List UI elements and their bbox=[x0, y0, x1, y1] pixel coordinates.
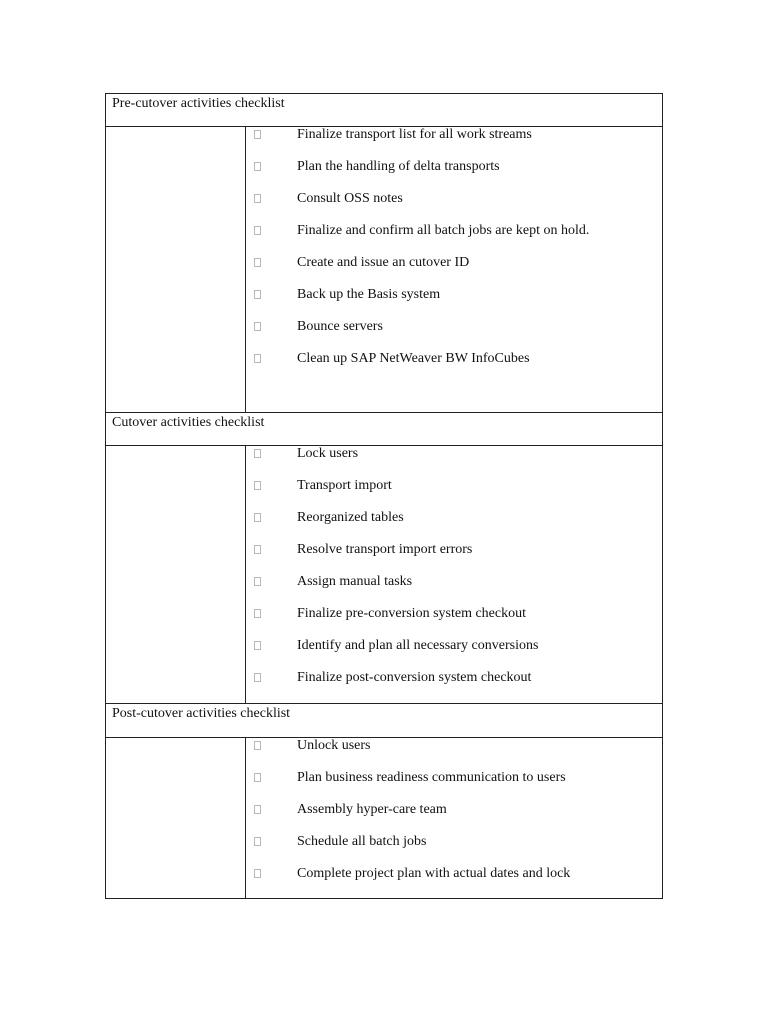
checkbox-icon[interactable] bbox=[254, 805, 261, 814]
checklist-item bbox=[246, 351, 662, 383]
checkbox-icon[interactable] bbox=[254, 741, 261, 750]
checklist-item bbox=[246, 478, 662, 510]
section-header-pre-cutover bbox=[106, 94, 663, 127]
checkbox-icon[interactable] bbox=[254, 162, 261, 171]
checkbox-icon[interactable] bbox=[254, 290, 261, 299]
checkbox-icon[interactable] bbox=[254, 773, 261, 782]
checklist-item bbox=[246, 542, 662, 574]
section-header-cutover bbox=[106, 413, 663, 446]
checklist-item bbox=[246, 574, 662, 606]
checkbox-icon[interactable] bbox=[254, 673, 261, 682]
item-label: Assembly hyper-care team bbox=[297, 802, 447, 817]
checklist-items bbox=[246, 127, 662, 383]
checkbox-icon[interactable] bbox=[254, 869, 261, 878]
section-body-post-cutover bbox=[106, 738, 663, 899]
checklist-cell bbox=[246, 738, 663, 899]
checklist-item bbox=[246, 866, 662, 898]
section-title: Cutover activities checklist bbox=[106, 413, 663, 446]
checklist-item bbox=[246, 770, 662, 802]
item-label: Transport import bbox=[297, 478, 392, 493]
checklist-item bbox=[246, 834, 662, 866]
item-label: Create and issue an cutover ID bbox=[297, 255, 470, 270]
item-label: Finalize and confirm all batch jobs are kept on hold. bbox=[297, 223, 590, 238]
item-label: Bounce servers bbox=[297, 319, 383, 334]
checkbox-icon[interactable] bbox=[254, 609, 261, 618]
checklist-item bbox=[246, 510, 662, 542]
checklist-items bbox=[246, 738, 662, 898]
checklist-item bbox=[246, 319, 662, 351]
checklist-item bbox=[246, 446, 662, 478]
item-label: Assign manual tasks bbox=[297, 574, 413, 589]
checklist-item bbox=[246, 127, 662, 159]
item-label: Back up the Basis system bbox=[297, 287, 441, 302]
checkbox-icon[interactable] bbox=[254, 481, 261, 490]
checklist-cell bbox=[246, 446, 663, 704]
checklist-item bbox=[246, 255, 662, 287]
checklist-item bbox=[246, 606, 662, 638]
checklist-item bbox=[246, 738, 662, 770]
checklist-items bbox=[246, 446, 662, 702]
checklist-item bbox=[246, 191, 662, 223]
item-label: Unlock users bbox=[297, 738, 371, 753]
cutover-checklist-table bbox=[105, 93, 663, 899]
checklist-item bbox=[246, 638, 662, 670]
checkbox-icon[interactable] bbox=[254, 130, 261, 139]
checkbox-icon[interactable] bbox=[254, 837, 261, 846]
checkbox-icon[interactable] bbox=[254, 545, 261, 554]
item-label: Complete project plan with actual dates and lock bbox=[297, 866, 571, 881]
item-label: Identify and plan all necessary conversions bbox=[297, 638, 539, 653]
section-body-pre-cutover bbox=[106, 127, 663, 413]
item-label: Lock users bbox=[297, 446, 359, 461]
checkbox-icon[interactable] bbox=[254, 322, 261, 331]
section-title: Post-cutover activities checklist bbox=[106, 704, 663, 738]
checkbox-icon[interactable] bbox=[254, 513, 261, 522]
checkbox-icon[interactable] bbox=[254, 641, 261, 650]
item-label: Plan the handling of delta transports bbox=[297, 159, 500, 174]
item-label: Schedule all batch jobs bbox=[297, 834, 427, 849]
checklist-item bbox=[246, 159, 662, 191]
checkbox-icon[interactable] bbox=[254, 449, 261, 458]
empty-left-cell bbox=[106, 127, 246, 413]
checklist-item bbox=[246, 223, 662, 255]
section-title: Pre-cutover activities checklist bbox=[106, 94, 663, 127]
item-label: Reorganized tables bbox=[297, 510, 404, 525]
item-label: Consult OSS notes bbox=[297, 191, 403, 206]
checkbox-icon[interactable] bbox=[254, 577, 261, 586]
checklist-cell bbox=[246, 127, 663, 413]
section-header-post-cutover bbox=[106, 704, 663, 738]
item-label: Finalize post-conversion system checkout bbox=[297, 670, 532, 685]
checkbox-icon[interactable] bbox=[254, 226, 261, 235]
checklist-item bbox=[246, 670, 662, 702]
empty-left-cell bbox=[106, 446, 246, 704]
item-label: Resolve transport import errors bbox=[297, 542, 473, 557]
checkbox-icon[interactable] bbox=[254, 258, 261, 267]
checklist-item bbox=[246, 802, 662, 834]
item-label: Finalize pre-conversion system checkout bbox=[297, 606, 526, 621]
section-body-cutover bbox=[106, 446, 663, 704]
item-label: Plan business readiness communication to users bbox=[297, 770, 566, 785]
checklist-item bbox=[246, 287, 662, 319]
item-label: Finalize transport list for all work streams bbox=[297, 127, 532, 142]
checkbox-icon[interactable] bbox=[254, 194, 261, 203]
checkbox-icon[interactable] bbox=[254, 354, 261, 363]
item-label: Clean up SAP NetWeaver BW InfoCubes bbox=[297, 351, 530, 366]
empty-left-cell bbox=[106, 738, 246, 899]
